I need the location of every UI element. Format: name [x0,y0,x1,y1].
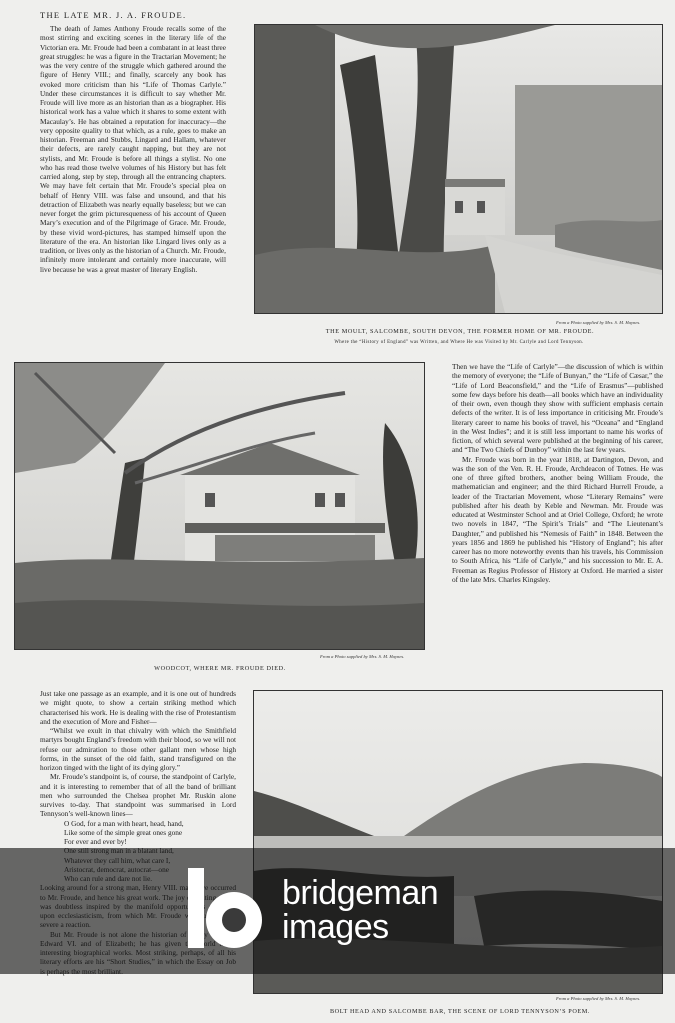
paragraph: Just take one passage as an example, and it is one out of hundreds we might quote, to show a certain striking method which characterised his work. He is dealing with the rise of Protestantism and the execution of More and Fisher— [40,689,236,726]
poem-line: O God, for a man with heart, head, hand, [64,818,184,828]
watermark-line: images [282,908,389,946]
photo-caption: THE MOULT, SALCOMBE, SOUTH DEVON, THE FORMER HOME OF MR. FROUDE. [325,328,595,335]
article-title: THE LATE MR. J. A. FROUDE. [40,10,187,20]
paragraph: Mr. Froude’s standpoint is, of course, the standpoint of Carlyle, and it is interesting to remember that of all the band of brilliant men who surrounded the Chelsea prophet Mr. Ruskin alone survives to-day. That standpoint was summarised in Lord Tennyson’s well-known lines— [40,772,236,819]
poem-line: For ever and ever by! [64,837,127,846]
watermark-text [282,876,438,944]
paragraph: The death of James Anthony Froude recalls some of the most stirring and exciting scenes in the literary life of the Victorian era. Mr. Froude had been a combatant in at least three great struggles: he was a figure in the Tractarian Movement; he was the very centre of the struggle which gathered around the figure of Henry VIII.; and finally, scarcely any book has evoked more criticism than his “Life of Thomas Carlyle.” Under these circumstances it is difficult to say whether Mr. Froude will live more as an historian than as a biographer. His historical work has a value which it shares to some extent with Macaulay’s. He has obtained a reputation for inaccuracy—the very opposite quality to that which, as a rule, goes to make an historian. Freeman and Stubbs, Lingard and Hallam, whatever their defects, are rarely caught napping, but they are not stylists, and Mr. Froude is before all things a stylist. No one who has read those twelve volumes of his History but has felt carried along, step by step, through all the entrancing chapters. We may have felt certain that Mr. Froude’s special plea on behalf of Henry VIII. was false and unsound, and that his detraction of Elizabeth was nearly equally baseless; but we can never forget the grim picturesqueness of his account of Queen Mary’s execution and of the Pilgrimage of Grace. Mr. Froude, by these vivid word-pictures, has stamped himself upon the literature of the era. An historian like Lingard lives only as a tradition, or lives only as the historian of a Church. Mr. Froude, infinitely more intolerant and certainly more inaccurate, will live because he was a great master of literary English. [40,24,226,274]
block-quote: “Whilst we exult in that chivalry with which the Smithfield martyrs bought England’s freedom with their blood, so we will not refuse our admiration to those other gallant men whose high forms, in the sunset of the old faith, stand transfigured on the horizon tinged with the light of its dying glory.” [40,726,236,772]
photo-caption: BOLT HEAD AND SALCOMBE BAR, THE SCENE OF LORD TENNYSON’S POEM. [329,1008,591,1015]
photo-credit: From a Photo supplied by Mrs. S. M. Haynes. [556,320,641,325]
photo-woodcot [14,362,425,650]
photo-woodcot-illustration [15,363,424,649]
photo-credit: From a Photo supplied by Mrs. S. M. Haynes. [320,654,405,659]
photo-subcaption: Where the “History of England” was Written, and Where He was Visited by Mr. Carlyle and Lord Tennyson. [334,340,584,345]
column-top-left [40,24,226,314]
paragraph: Then we have the “Life of Carlyle”—the discussion of which is within the memory of everyone; the “Life of Bunyan,” the “Life of Cæsar,” the “Life of Lord Beaconsfield,” and the “Life of Erasmus”—published some few days before his death—all books which have an individuality of their own, even though they show with sufficient emphasis certain defects of the writer. It is of less importance in criticising Mr. Froude’s literary career to name his books of travel, his “Oceana” and “England in the West Indies”; and it is still less important to name his works of fiction, of which several were published at the beginning of his career, and “The Two Chiefs of Dunboy” within the last few years. [452,362,663,455]
photo-the-moult [254,24,663,314]
column-middle-right [452,362,663,652]
poem-line: Like some of the simple great ones gone [64,827,183,837]
photo-caption: WOODCOT, WHERE MR. FROUDE DIED. [154,665,286,672]
watermark-line: bridgeman [282,874,439,912]
photo-credit: From a Photo supplied by Mrs. S. M. Haynes. [556,996,641,1001]
bridgeman-b-logo-icon [182,866,266,950]
photo-the-moult-illustration [255,25,662,313]
paragraph: Mr. Froude was born in the year 1818, at Dartington, Devon, and was the son of the Ven. R. H. Froude, Archdeacon of Totnes. He was one of three gifted brothers, another being William Froude, the mathematician and engineer; and the third Richard Hurrell Froude, a leader of the Tractarian Movement, whose “Literary Remains” were published after his death by Keble and Newman. Mr. Froude was educated at Westminster School and at Oriel College, Oxford; he wrote two novels in 1847, “The Spirit’s Trials” and “The Lieutenant’s Daughter,” and published his “Nemesis of Faith” in 1848. Between the years 1856 and 1869 he published his “History of England”; his after career has no more noteworthy events than his travels, his Commission to South Africa, his “Life of Carlyle,” and his succession to Mr. E. A. Freeman as Regius Professor of History at Oxford. He married a sister of the late Mrs. Charles Kingsley. [452,454,663,584]
